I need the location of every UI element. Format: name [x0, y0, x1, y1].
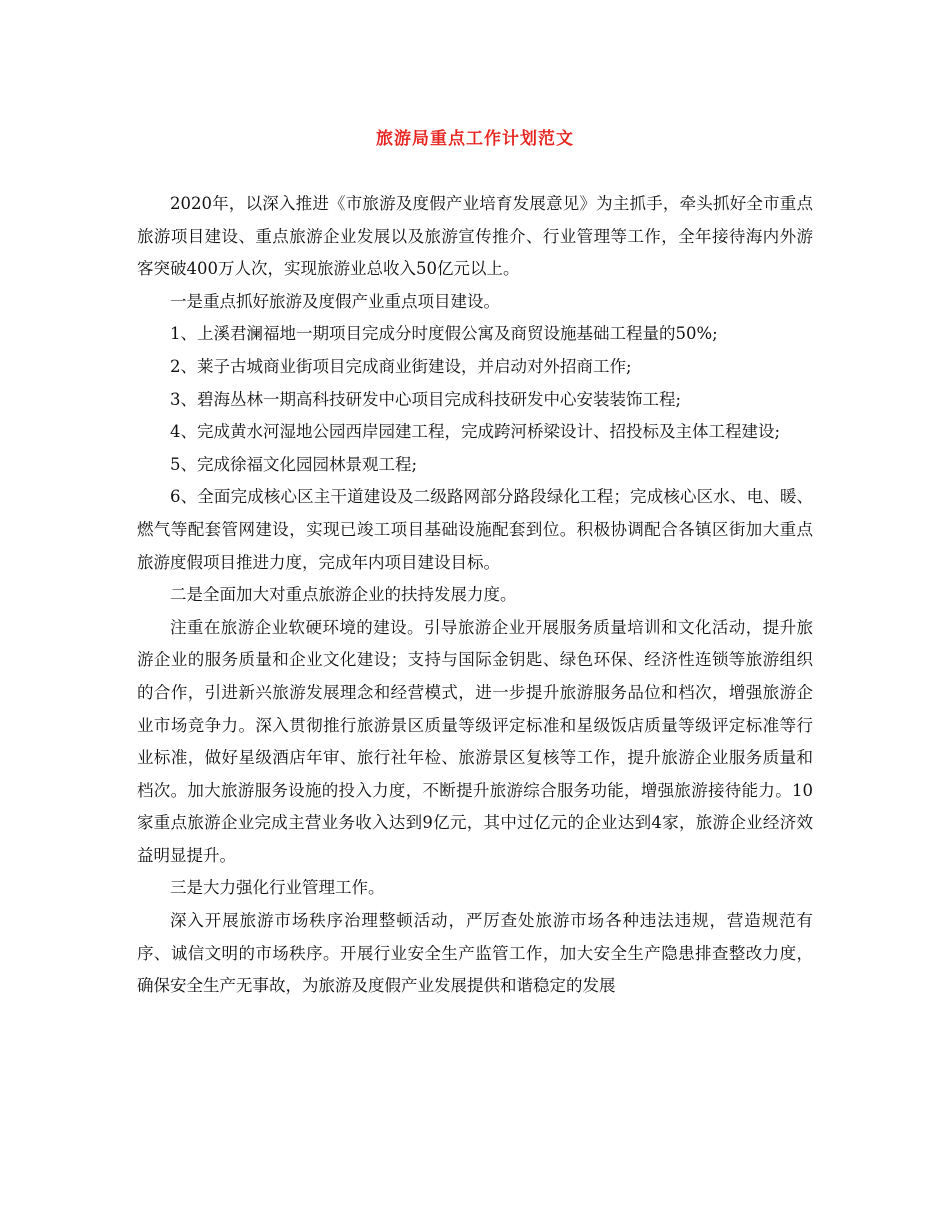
paragraph-item-1: 1、上溪君澜福地一期项目完成分时度假公寓及商贸设施基础工程量的50%; [170, 324, 718, 344]
paragraph-heading-2: 二是全面加大对重点旅游企业的扶持发展力度。 [170, 585, 517, 605]
paragraph-item-6: 6、全面完成核心区主干道建设及二级路网部分路段绿化工程；完成核心区水、电、暖、燃气等配套管网建设，实现已竣工项目基础设施配套到位。积极协调配合各镇区街加大重点旅游度假项目推进力度，完成年内项目建设目标。 [137, 487, 813, 572]
paragraph-heading-3: 三是大力强化行业管理工作。 [170, 878, 385, 898]
paragraph-management: 深入开展旅游市场秩序治理整顿活动，严厉查处旅游市场各种违法违规，营造规范有序、诚信文明的市场秩序。开展行业安全生产监管工作，加大安全生产隐患排查整改力度，确保安全生产无事故，为旅游及度假产业发展提供和谐稳定的发展 [137, 911, 813, 996]
paragraph-heading-1: 一是重点抓好旅游及度假产业重点项目建设。 [170, 291, 500, 311]
document-title: 旅游局重点工作计划范文 [376, 129, 574, 149]
paragraph-intro: 2020年，以深入推进《市旅游及度假产业培育发展意见》为主抓手，牵头抓好全市重点旅游项目建设、重点旅游企业发展以及旅游宣传推介、行业管理等工作，全年接待海内外游客突破400万人次，实现旅游业总收入50亿元以上。 [137, 194, 813, 279]
paragraph-item-4: 4、完成黄水河湿地公园西岸园建工程，完成跨河桥梁设计、招投标及主体工程建设; [170, 422, 781, 442]
paragraph-item-3: 3、碧海丛林一期高科技研发中心项目完成科技研发中心安装装饰工程; [170, 389, 682, 409]
paragraph-enterprise: 注重在旅游企业软硬环境的建设。引导旅游企业开展服务质量培训和文化活动，提升旅游企业的服务质量和企业文化建设；支持与国际金钥匙、绿色环保、经济性连锁等旅游组织的合作，引进新兴旅游发展理念和经营模式，进一步提升旅游服务品位和档次，增强旅游企业市场竞争力。深入贯彻推行旅游景区质量等级评定标准和星级饭店质量等级评定标准等行业标准，做好星级酒店年审、旅行社年检、旅游景区复核等工作，提升旅游企业服务质量和档次。加大旅游服务设施的投入力度，不断提升旅游综合服务功能，增强旅游接待能力。10家重点旅游企业完成主营业务收入达到9亿元，其中过亿元的企业达到4家，旅游企业经济效益明显提升。 [137, 617, 813, 865]
paragraph-item-5: 5、完成徐福文化园园林景观工程; [170, 454, 418, 474]
paragraph-item-2: 2、莱子古城商业街项目完成商业街建设，并启动对外招商工作; [170, 356, 632, 376]
document-body [137, 188, 813, 1003]
